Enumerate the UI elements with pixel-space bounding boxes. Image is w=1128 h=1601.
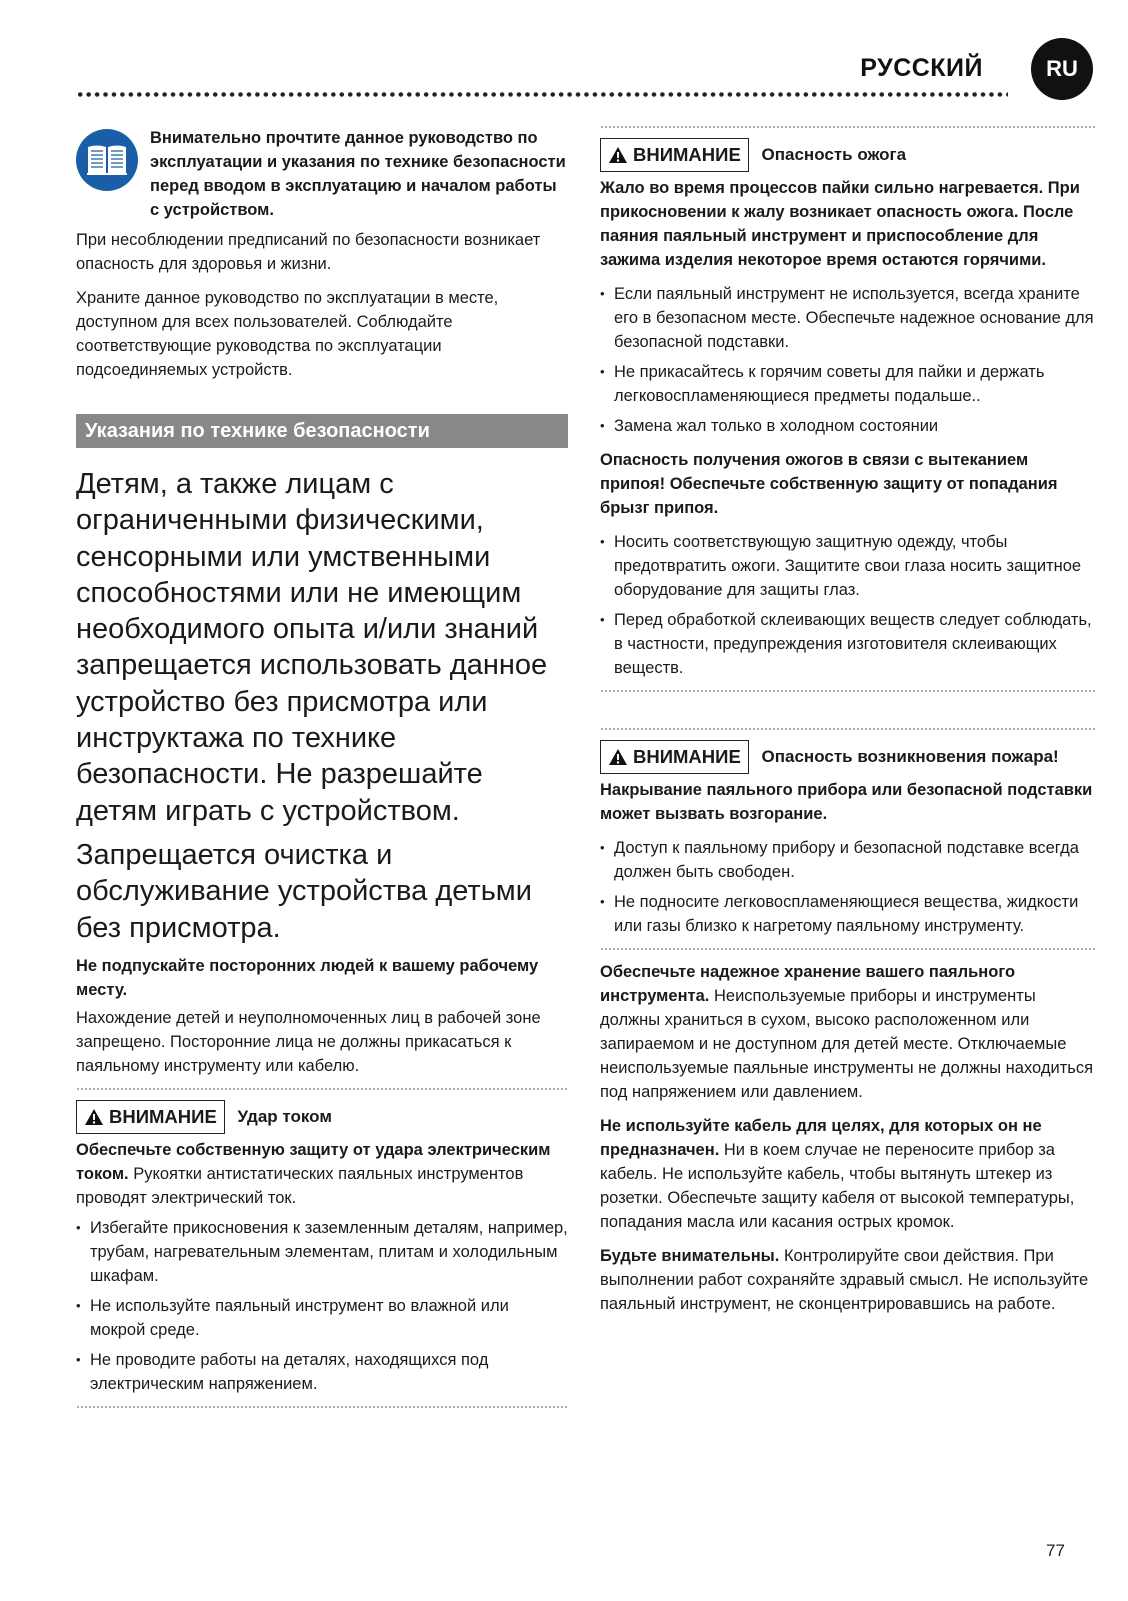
language-badge: RU	[1031, 38, 1093, 100]
list-item: • Замена жал только в холодном состоянии	[600, 414, 1096, 438]
list-item: • Носить соответствующую защитную одежду, чтобы предотвратить ожоги. Защитите свои глаза носить защитное оборудование для защиты глаз.	[600, 530, 1096, 602]
warning-label: ВНИМАНИЕ	[109, 1105, 217, 1127]
storage-text: Неиспользуемые приборы и инструменты должны храниться в сухом, высоко расположенном или запираемом и не доступном для детей месте. Отключаемые неиспользуемые паяльные инструменты не должны находиться под напряжением или давлением.	[600, 987, 1094, 1101]
attention-text: Контролируйте свои действия. При выполнении работ сохраняйте здравый смысл. Не используйте паяльный инструмент, не сконцентрировавшись на работе.	[600, 1247, 1089, 1313]
list-item: • Перед обработкой склеивающих веществ следует соблюдать, в частности, предупреждения изготовителя склеивающих веществ.	[600, 608, 1096, 680]
warning-electric-shock	[76, 1100, 568, 1134]
warning-triangle-icon	[608, 146, 628, 164]
list-item: • Избегайте прикосновения к заземленным деталям, например, трубам, нагревательным элементам, плитам и холодильным шкафам.	[76, 1216, 568, 1288]
fire-bold-text: Накрывание паяльного прибора или безопасной подставки может вызвать возгорание.	[600, 781, 1093, 823]
dotted-separator	[600, 126, 1096, 128]
warning-label-box	[600, 740, 749, 774]
warning-triangle-icon	[84, 1108, 104, 1126]
read-manual-notice	[76, 126, 568, 222]
attention-paragraph	[600, 1244, 1096, 1316]
right-column	[600, 126, 1096, 1326]
electric-shock-bold: Обеспечьте собственную защиту от удара электрическим током.	[76, 1140, 551, 1183]
solder-splash-list	[600, 530, 1096, 680]
dotted-separator	[600, 728, 1096, 730]
list-item: • Не проводите работы на деталях, находящихся под электрическим напряжением.	[76, 1348, 568, 1396]
warning-fire	[600, 740, 1096, 774]
dotted-separator	[76, 1406, 568, 1408]
warning-triangle-icon	[608, 748, 628, 766]
list-item: • Доступ к паяльному прибору и безопасной подставке всегда должен быть свободен.	[600, 836, 1096, 884]
fire-list	[600, 836, 1096, 938]
list-item: • Если паяльный инструмент не используется, всегда храните его в безопасном месте. Обеспечьте надежное основание для безопасной подставки.	[600, 282, 1096, 354]
warning-title: Опасность ожога	[761, 145, 907, 164]
burn-bold-text: Жало во время процессов пайки сильно нагревается. При прикосновении к жалу возникает опасность ожога. После паяния паяльный инструмент и приспособление для зажима изделия некоторое время остаются горячими.	[600, 179, 1080, 269]
storage-bold: Обеспечьте надежное хранение вашего паяльного инструмента.	[600, 963, 1016, 1005]
warning-title: Удар током	[237, 1106, 332, 1126]
warning-burn	[600, 138, 1096, 172]
cable-bold: Не используйте кабель для целях, для которых он не предназначен.	[600, 1117, 1042, 1159]
electric-shock-detail: Рукоятки антистатических паяльных инструментов проводят электрический ток.	[76, 1164, 524, 1207]
warning-label: ВНИМАНИЕ	[633, 746, 741, 767]
list-item: • Не используйте паяльный инструмент во влажной или мокрой среде.	[76, 1294, 568, 1342]
cleaning-warning-text: Запрещается очистка и обслуживание устройства детьми без присмотра.	[76, 838, 532, 944]
page-number: 77	[1046, 1541, 1065, 1560]
electric-shock-list	[76, 1216, 568, 1396]
cable-text: Ни в коем случае не переносите прибор за кабель. Не используйте кабель, чтобы вытянуть штекер из розетки. Обеспечьте защиту кабеля от высокой температуры, попадания масла или касания острых кромок.	[600, 1141, 1075, 1231]
keep-manual-paragraph: Храните данное руководство по эксплуатации в месте, доступном для всех пользователей. Соблюдайте соответствующие руководства по эксплуатации подсоединяемых устройств.	[76, 289, 499, 379]
warning-label-box	[600, 138, 749, 172]
children-warning-text: Детям, а также лицам с ограниченными физическими, сенсорными или умственными способностями или не имеющим необходимого опыта и/или знаний запрещается использовать данное устройство без присмотра или инструктажа по технике безопасности. Не разрешайте детям играть с устройством.	[76, 468, 548, 827]
list-item: • Не прикасайтесь к горячим советы для пайки и держать легковоспламеняющиеся предметы подальше..	[600, 360, 1096, 408]
dotted-separator	[600, 948, 1096, 950]
safety-risk-paragraph: При несоблюдении предписаний по безопасности возникает опасность для здоровья и жизни.	[76, 231, 541, 273]
dotted-separator	[76, 1088, 568, 1090]
intro-bold-text: Внимательно прочтите данное руководство по эксплуатации и указания по технике безопасности перед вводом в эксплуатацию и началом работы с устройством.	[150, 129, 566, 219]
dotted-separator	[600, 690, 1096, 692]
storage-paragraph	[600, 960, 1096, 1104]
workplace-heading: Не подпускайте посторонних людей к вашему рабочему месту.	[76, 956, 539, 999]
workplace-text: Нахождение детей и неуполномоченных лиц в рабочей зоне запрещено. Посторонние лица не должны прикасаться к паяльному инструменту или кабелю.	[76, 1008, 541, 1075]
list-item: • Не подносите легковоспламеняющиеся вещества, жидкости или газы близко к нагретому паяльному инструменту.	[600, 890, 1096, 938]
electric-shock-text	[76, 1138, 568, 1210]
attention-bold: Будьте внимательны.	[600, 1247, 780, 1265]
cable-paragraph	[600, 1114, 1096, 1234]
section-title-safety: Указания по технике безопасности	[76, 414, 568, 448]
warning-label: ВНИМАНИЕ	[633, 144, 741, 165]
header-dotted-divider	[76, 92, 1008, 97]
page-language-title: РУССКИЙ	[860, 54, 983, 82]
book-icon	[76, 129, 138, 191]
warning-label-box	[76, 1100, 225, 1134]
left-column	[76, 126, 568, 1418]
solder-splash-bold-text: Опасность получения ожогов в связи с вытеканием припоя! Обеспечьте собственную защиту от попадания брызг припоя.	[600, 451, 1058, 517]
warning-title: Опасность возникновения пожара!	[761, 747, 1059, 766]
burn-list	[600, 282, 1096, 438]
